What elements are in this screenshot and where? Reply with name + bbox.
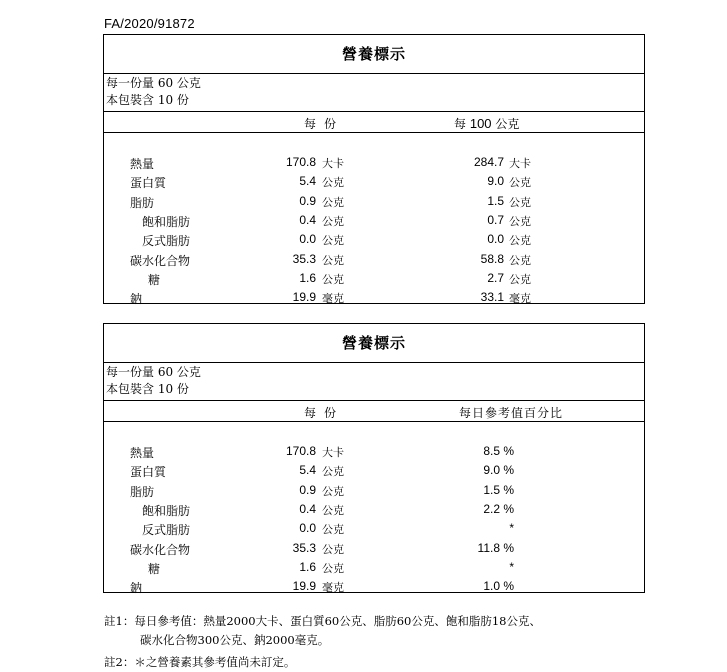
per-serving-unit: 毫克 [322,292,344,306]
nutrient-row [104,154,644,173]
nutrient-row [104,443,644,462]
nutrient-row [104,231,644,250]
per-100g-unit: 公克 [509,214,531,228]
nutrient-row [104,501,644,520]
nutrient-row [104,270,644,289]
serving-info [104,74,644,112]
per-100g-value: 0.0 [487,232,504,247]
per-100g-value: 284.7 [473,155,504,169]
per-100g-value: 1.5 [487,193,504,208]
nutrient-name: 反式脂肪 [142,523,191,538]
nutrient-name: 脂肪 [130,484,155,499]
per-serving-unit: 公克 [322,234,344,248]
per-serving-unit: 公克 [322,561,344,575]
per-serving-unit: 公克 [322,542,344,556]
per-serving-unit: 公克 [322,523,344,537]
per-serving-unit: 公克 [322,176,344,190]
per-serving-value: 5.4 [299,463,316,478]
daily-value-header: 每日參考值百分比 [459,406,564,420]
per-100g-header: 每 100 公克 [454,116,520,131]
nutrient-name: 脂肪 [130,195,155,210]
per-serving-value: 19.9 [292,290,316,305]
per-serving-value: 1.6 [299,270,316,285]
per-100g-value: 0.7 [487,212,504,227]
nutrient-row [104,173,644,192]
daily-value-percent: * [509,559,514,574]
nutrient-row [104,520,644,539]
per-100g-unit: 公克 [509,253,531,267]
per-100g-unit: 公克 [509,272,531,286]
per-serving-unit: 公克 [322,503,344,517]
nutrient-name: 鈉 [130,292,143,307]
per-100g-value: 33.1 [480,290,504,305]
per-serving-value: 0.9 [299,193,316,208]
nutrient-row [104,559,644,578]
nutrient-row [104,462,644,481]
per-serving-header: 每份 [304,117,345,131]
nutrition-label-daily-value [103,323,645,596]
servings-per-package: 本包裝含 10 份 [106,93,189,107]
per-100g-unit: 公克 [509,176,531,190]
nutrient-name: 碳水化合物 [130,542,191,557]
per-serving-value: 170.8 [285,444,316,458]
nutrient-row [104,578,644,597]
per-serving-value: 35.3 [292,540,316,555]
per-serving-value: 0.9 [299,482,316,497]
per-serving-value: 0.0 [299,232,316,247]
per-serving-unit: 公克 [322,195,344,209]
per-serving-value: 0.0 [299,521,316,536]
nutrient-name: 熱量 [130,157,155,171]
nutrient-row [104,193,644,212]
nutrient-name: 糖 [148,561,161,576]
per-serving-unit: 公克 [322,272,344,286]
serving-size: 每一份量 60 公克 [106,76,201,90]
per-100g-unit: 公克 [509,234,531,248]
nutrient-name: 熱量 [130,446,155,460]
per-serving-unit: 毫克 [322,581,344,595]
per-serving-value: 1.6 [299,559,316,574]
per-serving-unit: 大卡 [322,446,344,459]
nutrient-row [104,212,644,231]
daily-value-percent: 11.8 % [477,540,514,555]
nutrient-row [104,289,644,308]
per-serving-value: 35.3 [292,251,316,266]
per-serving-unit: 公克 [322,465,344,479]
panel-title: 營養標示 [104,35,644,74]
per-100g-unit: 大卡 [509,157,531,170]
serving-info [104,363,644,401]
per-serving-value: 19.9 [292,579,316,594]
daily-value-percent: * [509,521,514,536]
nutrient-name: 鈉 [130,581,143,596]
per-serving-header: 每份 [304,406,345,420]
document-id: FA/2020/91872 [104,16,195,31]
per-100g-value: 9.0 [487,174,504,189]
daily-value-percent: 1.5 % [483,482,514,497]
nutrient-name: 反式脂肪 [142,234,191,249]
daily-value-percent: 1.0 % [483,579,514,594]
nutrient-name: 蛋白質 [130,176,167,191]
per-serving-value: 5.4 [299,174,316,189]
nutrient-name: 碳水化合物 [130,253,191,268]
per-serving-unit: 公克 [322,253,344,267]
column-header [104,112,644,133]
nutrient-name: 蛋白質 [130,465,167,480]
nutrition-label-per-100g [103,34,645,307]
nutrient-name: 飽和脂肪 [142,214,191,229]
daily-value-percent: 2.2 % [483,501,514,516]
per-100g-unit: 公克 [509,195,531,209]
per-serving-unit: 公克 [322,484,344,498]
servings-per-package: 本包裝含 10 份 [106,382,189,396]
nutrient-name: 糖 [148,272,161,287]
daily-value-percent: 8.5 % [483,444,514,458]
per-100g-value: 2.7 [487,270,504,285]
nutrient-row [104,251,644,270]
panel-title: 營養標示 [104,324,644,363]
per-serving-value: 0.4 [299,212,316,227]
per-100g-unit: 毫克 [509,292,531,306]
column-header [104,401,644,422]
per-serving-unit: 大卡 [322,157,344,170]
per-serving-unit: 公克 [322,214,344,228]
per-serving-value: 170.8 [285,155,316,169]
note-1-line-2: 碳水化合物300公克、鈉2000毫克。 [140,633,330,647]
nutrient-name: 飽和脂肪 [142,503,191,518]
footnotes [104,612,541,672]
nutrient-row [104,482,644,501]
note-2: 註2：＊之營養素其參考值尚未訂定。 [104,655,296,669]
nutrient-row [104,540,644,559]
note-1-line-1: 註1：每日參考值：熱量2000大卡、蛋白質60公克、脂肪60公克、飽和脂肪18公克、 [104,614,541,628]
daily-value-percent: 9.0 % [483,463,514,478]
per-serving-value: 0.4 [299,501,316,516]
per-100g-value: 58.8 [480,251,504,266]
serving-size: 每一份量 60 公克 [106,365,201,379]
